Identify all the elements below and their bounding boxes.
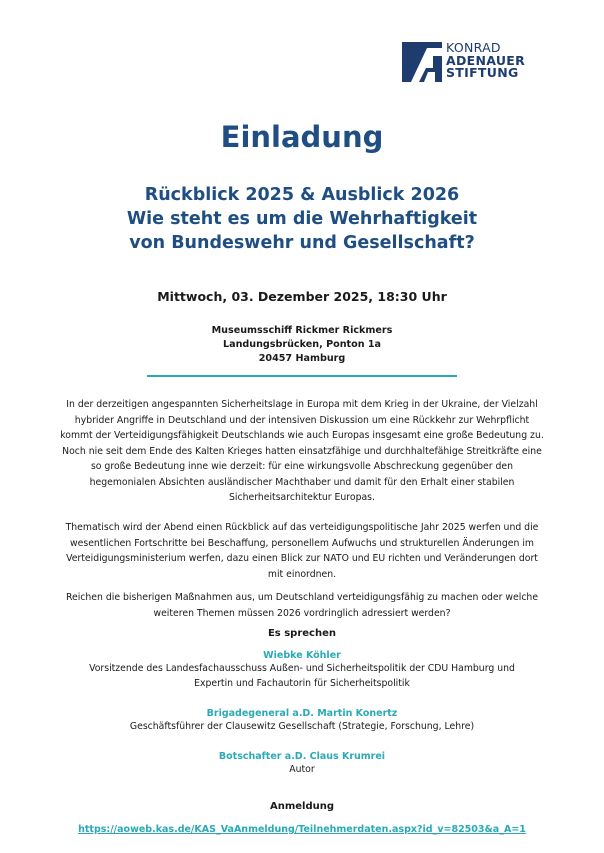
page-title: Einladung: [220, 120, 384, 154]
registration-link[interactable]: https://aoweb.kas.de/KAS_VaAnmeldung/Teilnehmerdaten.aspx?id_v=82503&a_A=1: [78, 824, 526, 835]
event-venue: [0, 324, 604, 366]
event-date: Mittwoch, 03. Dezember 2025, 18:30 Uhr: [157, 289, 447, 304]
speaker-name: Wiebke Köhler: [263, 650, 341, 661]
speaker-name: Brigadegeneral a.D. Martin Konertz: [206, 708, 398, 719]
speaker-role: Expertin und Fachautorin für Sicherheitspolitik: [194, 678, 410, 689]
venue-line-1: Museumsschiff Rickmer Rickmers: [211, 325, 393, 336]
logo-line-1: KONRAD: [446, 40, 501, 55]
venue-line-3: 20457 Hamburg: [258, 353, 346, 364]
speaker-role: Geschäftsführer der Clausewitz Gesellschaft (Strategie, Forschung, Lehre): [129, 721, 475, 732]
section-divider: [147, 375, 457, 377]
speaker-block: [0, 650, 604, 691]
speaker-name: Botschafter a.D. Claus Krumrei: [218, 751, 386, 762]
event-subtitle: [0, 183, 604, 255]
kas-logo-mark-icon: [402, 42, 442, 82]
registration-heading: Anmeldung: [269, 801, 335, 812]
subtitle-line-3: von Bundeswehr und Gesellschaft?: [129, 233, 475, 253]
speaker-role: Autor: [289, 764, 315, 775]
subtitle-line-1: Rückblick 2025 & Ausblick 2026: [144, 185, 460, 205]
logo-line-3: STIFTUNG: [446, 65, 519, 80]
speaker-role: Vorsitzende des Landesfachausschuss Außen- und Sicherheitspolitik der CDU Hamburg und: [89, 663, 515, 674]
venue-line-2: Landungsbrücken, Ponton 1a: [222, 339, 382, 350]
kas-logo: [402, 42, 525, 82]
logo-line-2: ADENAUER: [446, 52, 526, 68]
kas-logo-text: [446, 42, 525, 80]
subtitle-line-2: Wie steht es um die Wehrhaftigkeit: [126, 209, 478, 229]
speakers-heading: Es sprechen: [267, 628, 337, 639]
speaker-block: [0, 751, 604, 777]
intro-paragraph: In der derzeitigen angespannten Sicherheitslage in Europa mit dem Krieg in der Ukraine, der Vielzahl hybrider Angriffe in Deutschland und der intensiven Diskussion um eine Rückkehr zur Wehrpflicht kommt der Verteidigungsfähigkeit Deutschlands wie auch Europas insgesamt eine große Bedeutung zu. Noch nie seit dem Ende des Kalten Krieges hatten einsatzfähige und durchhaltefähige Streitkräfte eine so große Bedeutung inne wie derzeit: für eine wirkungsvolle Abschreckung gegenüber den hegemonialen Absichten ausländischer Machthaber und damit für den Erhalt einer stabilen Sicherheitsarchitektur Europas.: [60, 399, 544, 503]
speaker-block: [0, 708, 604, 734]
question-paragraph: Reichen die bisherigen Maßnahmen aus, um Deutschland verteidigungsfähig zu machen oder welche weiteren Themen müssen 2026 vordringlich adressiert werden?: [65, 592, 539, 619]
topic-paragraph: Thematisch wird der Abend einen Rückblick auf das verteidigungspolitische Jahr 2025 werfen und die wesentlichen Fortschritte bei Beschaffung, personellem Aufwuchs und strukturellen Änderungen im Verteidigungsministerium werfen, dazu einen Blick zur NATO und EU richten und Veränderungen dort mit einordnen.: [65, 522, 539, 580]
